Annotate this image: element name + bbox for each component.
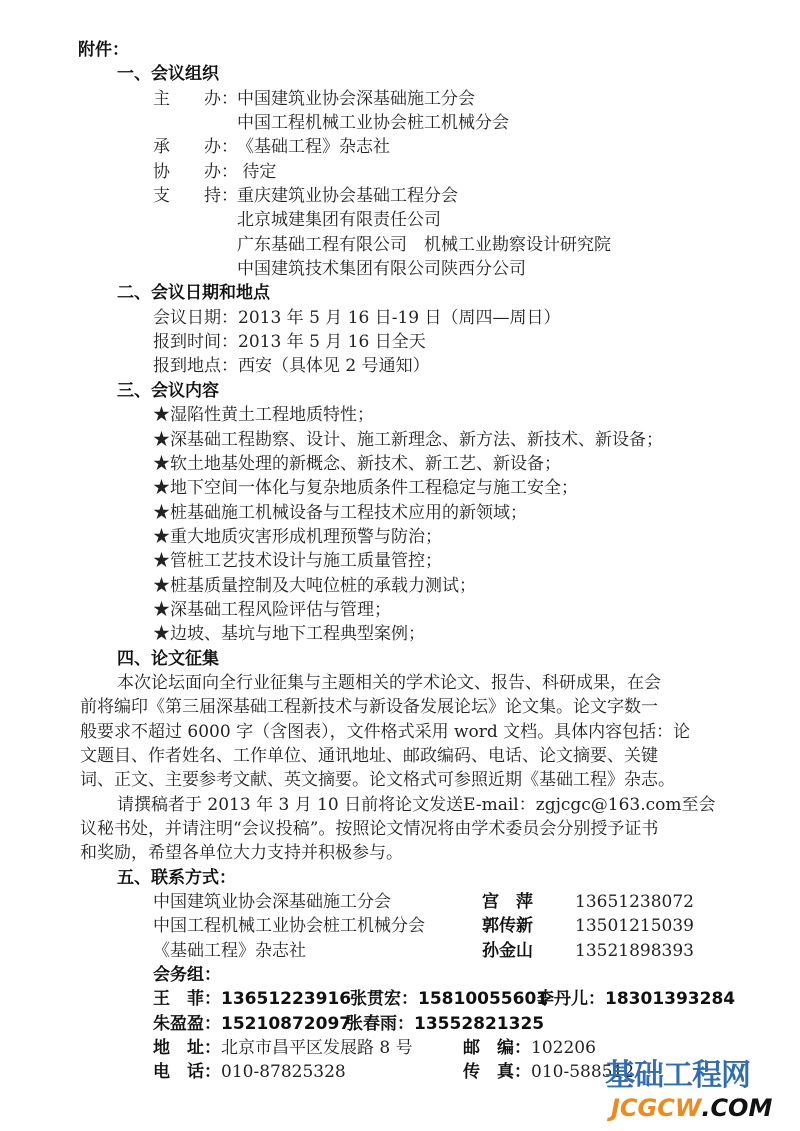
host-row-2: 中国工程机械工业协会桩工机械分会 — [237, 113, 509, 134]
topic-item: ★桩基础施工机械设备与工程技术应用的新领域； — [153, 502, 527, 523]
topic-item: ★深基础工程勘察、设计、施工新理念、新方法、新技术、新设备； — [153, 429, 663, 450]
topic-item: ★重大地质灾害形成机理预警与防治； — [153, 526, 442, 547]
topic-item: ★边坡、基坑与地下工程典型案例； — [153, 624, 425, 645]
contact-row: 中国建筑业协会深基础施工分会 宫 萍 13651238072 — [153, 892, 694, 913]
organizer-row: 承 办：《基础工程》杂志社 — [153, 137, 390, 158]
host-row: 主 办：中国建筑业协会深基础施工分会 — [153, 88, 475, 109]
paragraph-line: 文题目、作者姓名、工作单位、通讯地址、邮政编码、电话、论文摘要、关键 — [80, 745, 658, 766]
section-5-title: 五、联系方式： — [117, 867, 236, 888]
support-row-4: 中国建筑技术集团有限公司陕西分公司 — [237, 259, 526, 280]
topic-item: ★深基础工程风险评估与管理； — [153, 599, 391, 620]
paragraph-line: 前将编印《第三届深基础工程新技术与新设备发展论坛》论文集。论文字数一 — [80, 697, 658, 718]
topic-item: ★桩基质量控制及大吨位桩的承载力测试； — [153, 575, 476, 596]
section-4-title: 四、论文征集 — [117, 648, 219, 669]
phone-row: 电 话：010-87825328 传 真：010-588512 — [153, 1062, 635, 1083]
watermark-domain: JCGCW.COM — [611, 1094, 773, 1122]
topic-item: ★湿陷性黄土工程地质特性； — [153, 405, 374, 426]
paragraph-line: 本次论坛面向全行业征集与主题相关的学术论文、报告、科研成果，在会 — [117, 672, 661, 693]
paragraph-line: 请撰稿者于 2013 年 3 月 10 日前将论文发送E-mail：zgjcgc@163.com至会 — [117, 794, 716, 815]
address-row: 地 址：北京市昌平区发展路 8 号 邮 编：102206 — [153, 1038, 596, 1059]
section-3-title: 三、会议内容 — [117, 380, 219, 401]
attachment-label: 附件： — [78, 40, 129, 60]
support-row-3: 广东基础工程有限公司 机械工业勘察设计研究院 — [237, 234, 611, 255]
paragraph-line: 般要求不超过 6000 字（含图表），文件格式采用 word 文档。具体内容包括：论 — [80, 721, 691, 742]
contact-row: 《基础工程》杂志社 孙金山 13521898393 — [153, 940, 694, 961]
affairs-row: 朱盈盈：15210872097 张春雨：13552821325 — [153, 1013, 545, 1034]
co-organizer-row: 协 办： 待定 — [153, 161, 277, 182]
section-1-title: 一、会议组织 — [117, 64, 219, 85]
contact-row: 中国工程机械工业协会桩工机械分会 郭传新 13501215039 — [153, 916, 694, 937]
paragraph-line: 词、正文、主要参考文献、英文摘要。论文格式可参照近期《基础工程》杂志。 — [80, 770, 675, 791]
topic-item: ★管桩工艺技术设计与施工质量管控； — [153, 551, 442, 572]
site-watermark-logo — [605, 1058, 785, 1128]
meeting-date: 会议日期：2013 年 5 月 16 日-19 日（周四—周日） — [153, 307, 561, 328]
document-page — [0, 38, 800, 1085]
section-2-title: 二、会议日期和地点 — [117, 283, 270, 304]
support-row: 支 持：重庆建筑业协会基础工程分会 — [153, 186, 458, 207]
watermark-title: 基础工程网 — [605, 1058, 750, 1093]
topic-item: ★软土地基处理的新概念、新技术、新工艺、新设备； — [153, 453, 561, 474]
topic-item: ★地下空间一体化与复杂地质条件工程稳定与施工安全； — [153, 478, 578, 499]
paragraph-line: 议秘书处，并请注明“会议投稿”。按照论文情况将由学术委员会分别授予证书 — [80, 819, 659, 839]
affairs-title: 会务组： — [153, 965, 221, 986]
support-row-2: 北京城建集团有限责任公司 — [237, 210, 441, 231]
affairs-row: 王 菲：13651223916 张贯宏：15810055601 李丹儿：18301393284 — [153, 989, 736, 1010]
paragraph-line: 和奖励，希望各单位大力支持并积极参与。 — [80, 843, 403, 864]
checkin-time: 报到时间：2013 年 5 月 16 日全天 — [153, 332, 426, 353]
checkin-place: 报到地点：西安（具体见 2 号通知） — [153, 356, 430, 377]
